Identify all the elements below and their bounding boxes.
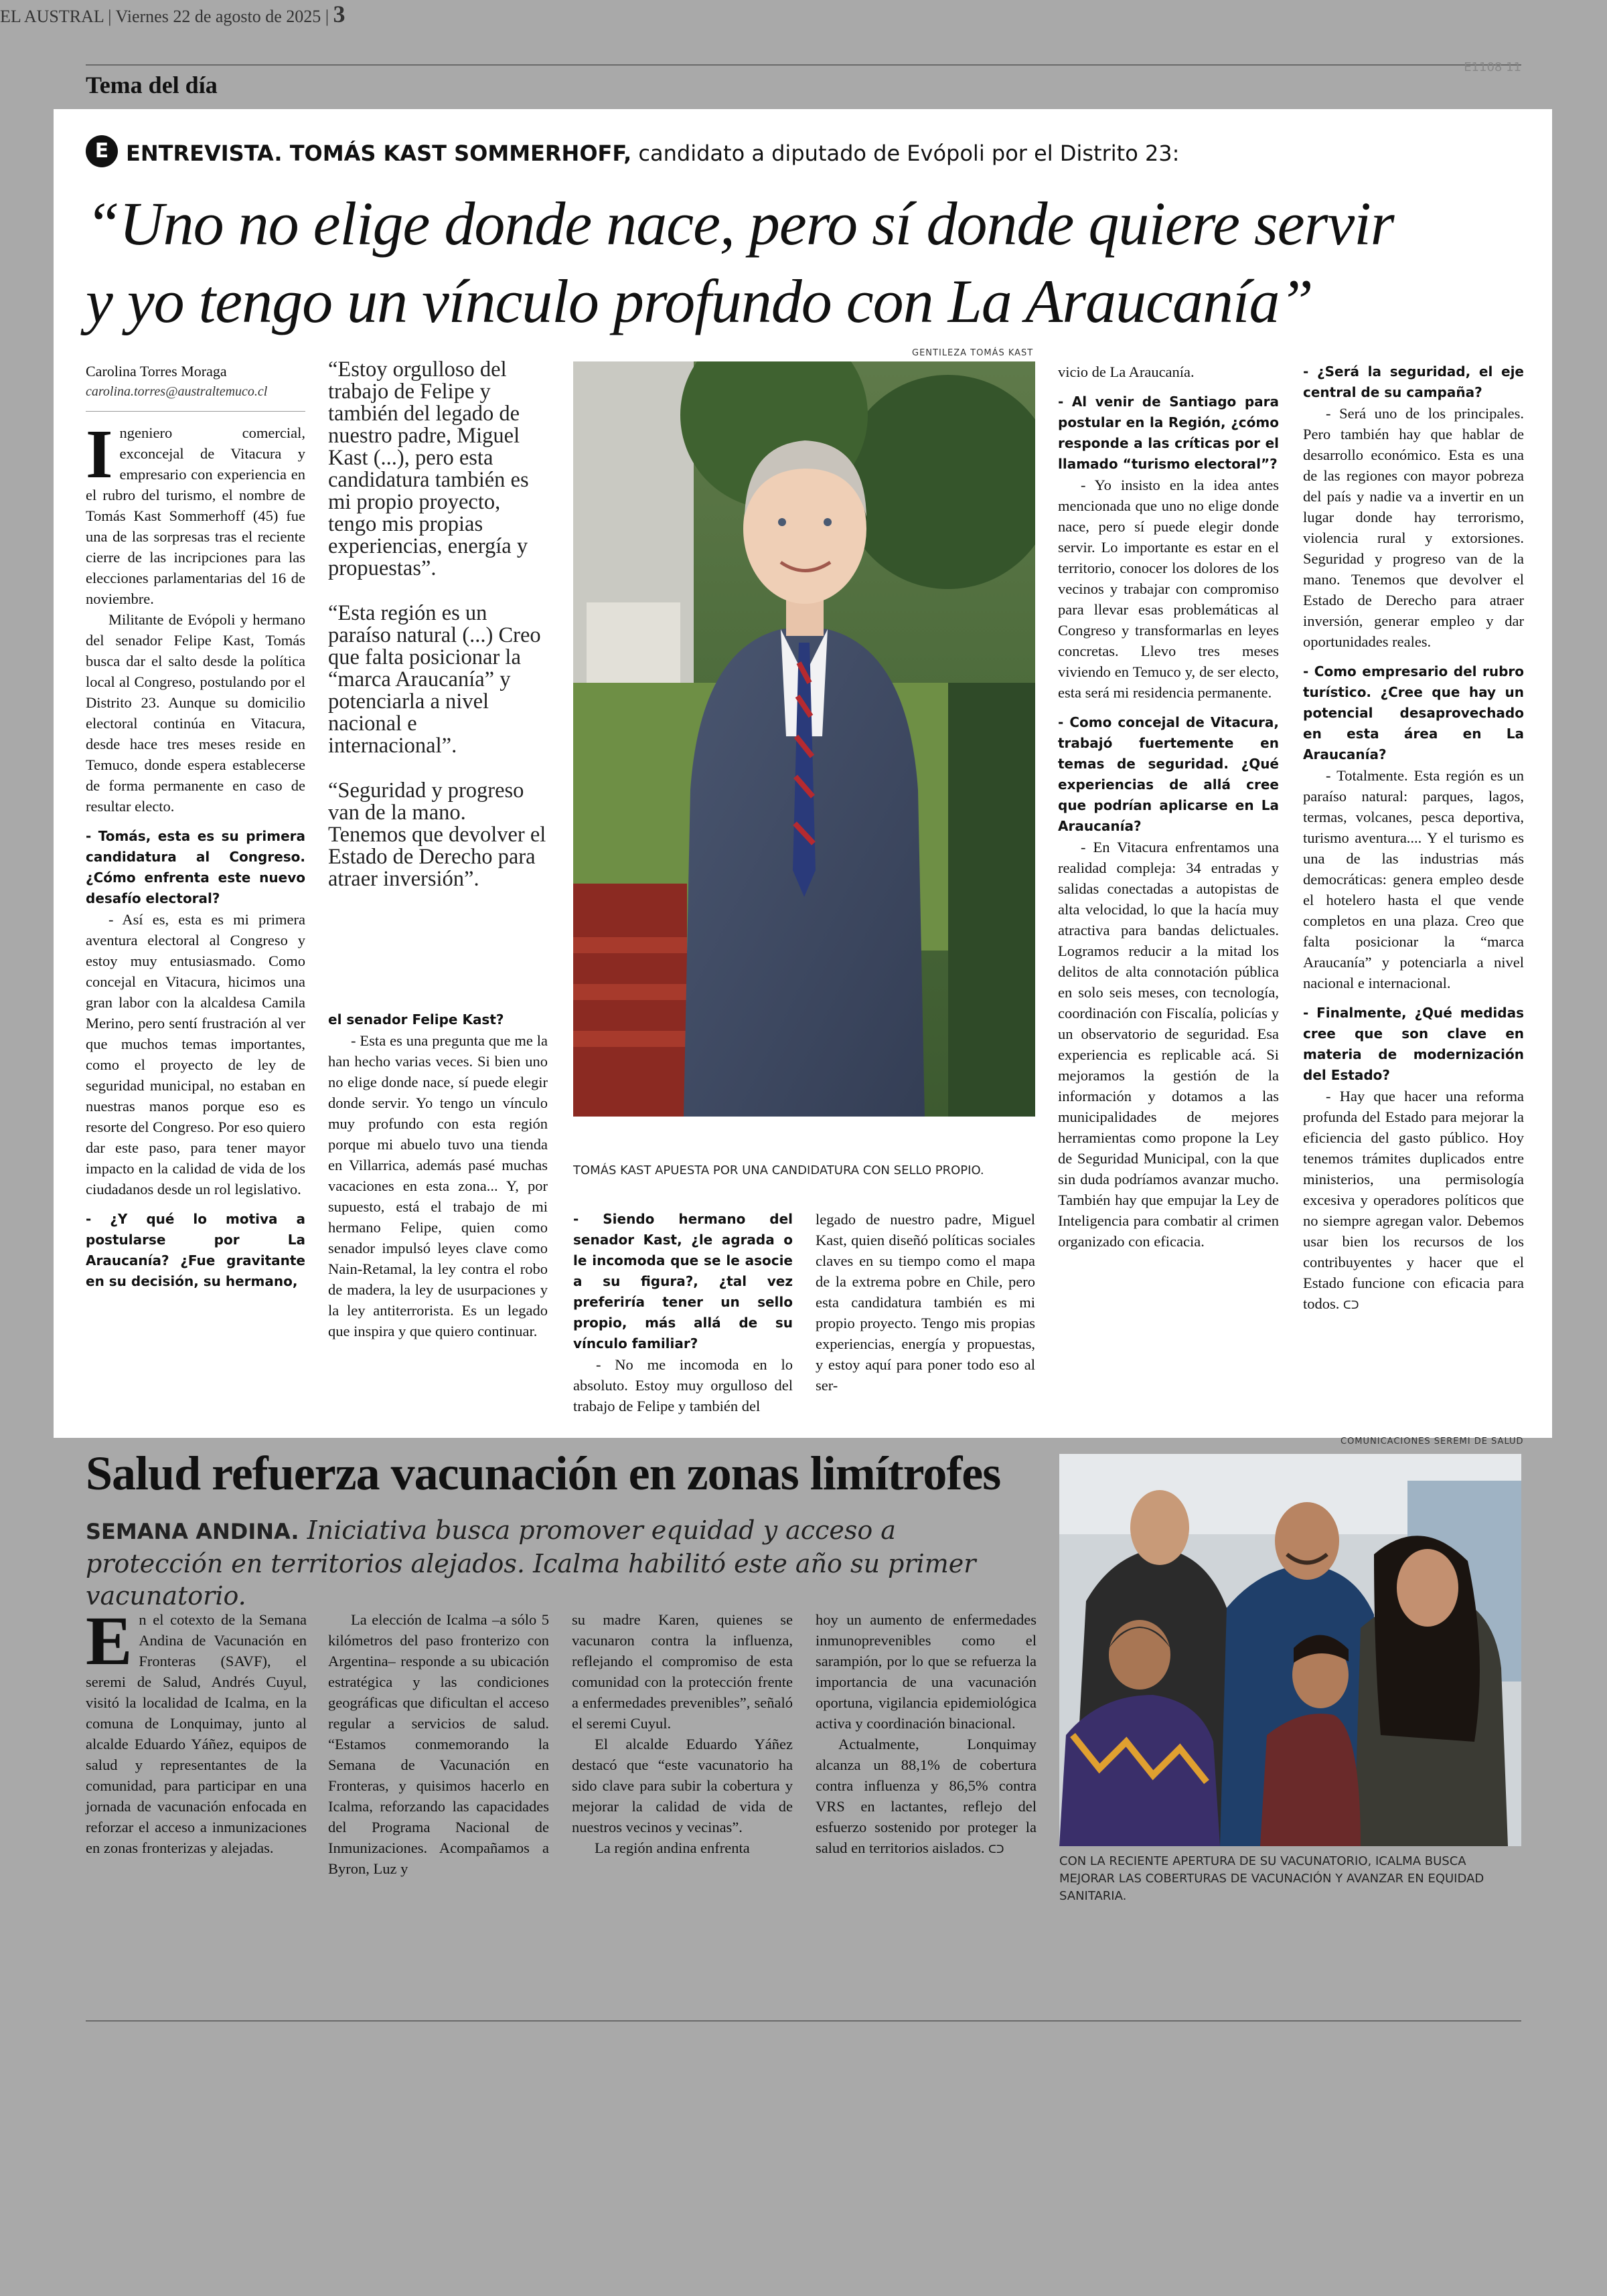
interview-column-4 (816, 1209, 1035, 1396)
article2-kicker-text: Iniciativa busca promover equidad y acceso a protección en territorios alejados. Icalma habilitó este año su primer vacunatorio. (86, 1515, 976, 1611)
paragraph: La región andina enfrenta (595, 1839, 750, 1856)
interview-column-2 (328, 1009, 548, 1341)
folio: EL AUSTRAL | Viernes 22 de agosto de 2025 | 3 (0, 1, 346, 27)
end-mark-icon: ᑕᑐ (1343, 1299, 1359, 1311)
question: - Como concejal de Vitacura, trabajó fuertemente en temas de seguridad. ¿Qué experiencias de allá cree que podrían aplicarse en La Araucanía? (1058, 714, 1279, 834)
section-label: Tema del día (86, 72, 218, 98)
page-stamp: E1108 11 (1464, 60, 1521, 74)
article2-kicker (86, 1514, 1037, 1612)
photo-credit: GENTILEZA TOMÁS KAST (912, 348, 1034, 358)
question: - Al venir de Santiago para postular en la Región, ¿cómo responde a las críticas por el llamado “turismo electoral”? (1058, 394, 1279, 472)
interview-kicker (126, 141, 1179, 166)
dropcap: E (86, 1603, 133, 1679)
article2-column-4 (816, 1609, 1037, 1860)
paragraph: La elección de Icalma –a sólo 5 kilómetros del paso fronterizo con Argentina– responde a su ubicación estratégica y las condiciones geográficas que dificultan el acceso regular a servicios de salud. “Estamos conmemorando la Semana de Vacunación en Fronteras, y quisimos hacerlo en Icalma, reforzando las capacidades del Programa Nacional de Inmunizaciones. Acompañamos a Byron, Luz y (328, 1611, 549, 1877)
headline-line-1: “Uno no elige donde nace, pero sí donde quiere servir (86, 189, 1394, 258)
interview-column-3 (573, 1209, 793, 1416)
answer: - Será uno de los principales. Pero también hay que hablar de desarrollo económico. Esta es una de las regiones con mayor pobreza del país y nadie va a invertir en un lugar donde hay terrorismo, violencia rural y extorsiones. Seguridad y progreso van de la mano. Tenemos que devolver el Estado de Derecho para atraer inversión, generar empleo y dar oportunidades reales. (1303, 405, 1524, 650)
answer: - Esta es una pregunta que me la han hecho varias veces. Si bien uno no elige donde nace, sí puede elegir donde servir. Yo tengo un vínculo muy profundo con esta región porque mi abuelo tuvo una tienda en Villarrica, además pasé muchas vacaciones en esta zona... Y, por supuesto, está el trabajo de mi hermano Felipe, quien como senador impulsó leyes clave como Nain-Retamal, la ley contra el robo de madera, la ley de usurpaciones y la ley antiterrorista. Es un legado que inspira y que quiero continuar. (328, 1032, 548, 1339)
question: - Como empresario del rubro turístico. ¿Cree que hay un potencial desaprovechado en esta área en La Araucanía? (1303, 663, 1524, 762)
question: - Tomás, esta es su primera candidatura al Congreso. ¿Cómo enfrenta este nuevo desafío electoral? (86, 828, 305, 906)
bottom-rule (86, 2020, 1521, 2022)
pullquote: “Esta región es un paraíso natural (...) Creo que falta posicionar la “marca Araucanía” y potenciarla a nivel nacional e internacional”. (328, 601, 541, 758)
article2-column-3 (572, 1609, 793, 1858)
article2-headline: Salud refuerza vacunación en zonas limítrofes (86, 1447, 1001, 1500)
interview-column-6 (1303, 361, 1524, 1315)
issue-date: Viernes 22 de agosto de 2025 (115, 7, 321, 26)
lead-paragraph: En el cotexto de la Semana Andina de Vacunación en Fronteras (SAVF), el seremi de Salud, Andrés Cuyul, visitó la localidad de Icalma, en la comuna de Lonquimay, junto al alcalde Eduardo Yáñez, equipos de salud y representantes de la comunidad, para participar en una jornada de vacunación enfocada en reforzar el acceso a inmunizaciones en zonas fronterizas y alejadas. (86, 1603, 307, 1856)
candidate-photo (573, 361, 1035, 1117)
article2-column-2 (328, 1609, 549, 1879)
end-mark-icon: ᑕᑐ (988, 1843, 1004, 1856)
interview-column-5 (1058, 361, 1279, 1252)
photo-caption: TOMÁS KAST APUESTA POR UNA CANDIDATURA CON SELLO PROPIO. (573, 1163, 984, 1177)
kicker-rest: candidato a diputado de Evópoli por el Distrito 23: (631, 141, 1180, 166)
article2-kicker-bold: SEMANA ANDINA. (86, 1519, 299, 1544)
page-number: 3 (333, 1, 346, 27)
kicker-bold: ENTREVISTA. TOMÁS KAST SOMMERHOFF, (126, 141, 632, 166)
answer: - No me incomoda en lo absoluto. Estoy muy orgulloso del trabajo de Felipe y también del (573, 1356, 793, 1414)
question: - ¿Será la seguridad, el eje central de su campaña? (1303, 363, 1524, 400)
answer: - Hay que hacer una reforma profunda del Estado para mejorar la eficiencia del gasto público. Hoy tenemos trámites duplicados entre ministerios, una permisología excesiva y operadores políticos que no siempre agregan valor. Debemos usar bien los recursos de los contribuyentes y hacer que el Estado funcione con eficacia para todos. ᑕᑐ (1303, 1088, 1524, 1312)
photo2-caption: CON LA RECIENTE APERTURA DE SU VACUNATORIO, ICALMA BUSCA MEJORAR LAS COBERTURAS DE VACUNACIÓN Y AVANZAR EN EQUIDAD SANITARIA. (1059, 1854, 1484, 1903)
interview-headline (86, 185, 1525, 340)
photo2-credit: COMUNICACIONES SEREMI DE SALUD (1341, 1437, 1524, 1447)
dropcap: I (86, 416, 113, 493)
pullquote: “Seguridad y progreso van de la mano. Tenemos que devolver el Estado de Derecho para atraer inversión”. (328, 778, 546, 891)
pullquote: “Estoy orgulloso del trabajo de Felipe y también del legado de nuestro padre, Miguel Kast (...), pero esta candidatura también es mi propio proyecto, tengo mis propias experiencias, energía y propuestas”. (328, 357, 529, 580)
interview-e-icon: E (86, 135, 118, 167)
answer: - En Vitacura enfrentamos una realidad compleja: 34 entradas y salidas conectadas a autopistas de alta velocidad, lo que la hacía muy atractiva para bandas delictuales. Logramos reducir a la mitad los delitos de alta connotación pública en solo seis meses, con tecnología, coordinación con Fiscalía, policías y un observatorio de seguridad. Esa experiencia es replicable acá. Si mejoramos la gestión de la información y dotamos a las municipalidades de mejores herramientas como propone la Ley de Seguridad Municipal, con la que sin duda podríamos avanzar mucho. También hay que empujar la Ley de Inteligencia para combatir al crimen organizado con eficacia. (1058, 839, 1279, 1250)
question: - Finalmente, ¿Qué medidas cree que son clave en materia de modernización del Estado? (1303, 1005, 1524, 1083)
question-continued: el senador Felipe Kast? (328, 1011, 504, 1028)
answer-continued: vicio de La Araucanía. (1058, 363, 1195, 380)
question: - Siendo hermano del senador Kast, ¿le agrada o le incomoda que se le asocie a su figura?, ¿tal vez preferiría tener un sello propio, más allá de su vínculo familiar? (573, 1211, 793, 1351)
answer: - Totalmente. Esta región es un paraíso natural: parques, lagos, termas, volcanes, pesca deportiva, turismo aventura.... Y el turismo es una de las industrias más democráticas: genera empleo desde el hotelero hasta el que vende completos en una plaza. Creo que falta posicionar la “marca Araucanía” y potenciarla a nivel nacional e internacional. (1303, 767, 1524, 991)
vaccination-photo (1059, 1454, 1521, 1846)
vaccination-photo-image (1059, 1454, 1521, 1846)
candidate-photo-image (573, 361, 1035, 1117)
lead-paragraph: Ingeniero comercial, exconcejal de Vitacura y empresario con experiencia en el rubro del turismo, el nombre de Tomás Kast Sommerhoff (45) fue una de las sorpresas tras el reciente cierre de las incripciones para las elecciones parlamentarias del 16 de noviembre. (86, 416, 305, 607)
pullquotes (328, 359, 549, 913)
paragraph: hoy un aumento de enfermedades inmunoprevenibles como el sarampión, por lo que se refuerza la importancia de una vacunación oportuna, vigilancia epidemiológica activa y coordinación binacional. (816, 1611, 1037, 1732)
newspaper-name: EL AUSTRAL (0, 7, 104, 26)
answer: - Así es, esta es mi primera aventura electoral al Congreso y estoy muy entusiasmado. Como concejal en Vitacura, hicimos una gran labor con la alcaldesa Camila Merino, pero sentí frustración al ver que muchos temas importantes, como el proyecto de ley de seguridad municipal, no estaban en nuestras manos porque eso es resorte del Congreso. Por eso quiero dar este paso, para tener mayor impacto en la calidad de vida de los ciudadanos desde un rol legislativo. (86, 911, 305, 1198)
answer: - Yo insisto en la idea antes mencionada que uno no elige donde nace, pero sí puede elegir donde servir. Lo importante es estar en el territorio, conocer los dolores de los vecinos y trabajar con compromiso para llevar esas problemáticas al Congreso y transformarlas en leyes concretas. Llevo tres meses viviendo en Temuco y, de ser electo, esta será mi residencia permanente. (1058, 477, 1279, 701)
question: - ¿Y qué lo motiva a postularse por La Araucanía? ¿Fue gravitante en su decisión, su hermano, (86, 1211, 305, 1289)
paragraph: Militante de Evópoli y hermano del senador Felipe Kast, Tomás busca dar el salto desde la política local al Congreso, postulando por el Distrito 23. Aunque su domicilio electoral continúa en Vitacura, desde hace tres meses reside en Temuco, donde espera establecerse de forma permanente en caso de resultar electo. (86, 611, 305, 815)
interview-column-1 (86, 361, 305, 1292)
answer-continued: legado de nuestro padre, Miguel Kast, quien diseñó políticas sociales claves en su tiempo como el mapa de la extrema pobre en Chile, pero esta candidatura también es mi propio proyecto. Tengo mis propias experiencias, energía y propuestas, y estoy aquí para poner todo eso al ser- (816, 1211, 1035, 1394)
article2-column-1 (86, 1603, 307, 1858)
paragraph: su madre Karen, quienes se vacunaron contra la influenza, reflejando el compromiso de esta comunidad con la protección frente a enfermedades prevenibles”, señaló el seremi Cuyul. (572, 1611, 793, 1732)
paragraph: El alcalde Eduardo Yáñez destacó que “este vacunatorio ha sido clave para subir la cobertura y mejorar la calidad de vida de nuestros vecinos y vecinas”. (572, 1736, 793, 1835)
paragraph: Actualmente, Lonquimay alcanza un 88,1% de cobertura contra influenza y 86,5% contra VRS en lactantes, reflejo del esfuerzo sostenido por proteger la salud en territorios aislados. ᑕᑐ (816, 1736, 1037, 1856)
headline-line-2: y yo tengo un vínculo profundo con La Araucanía” (86, 267, 1313, 335)
header-top-rule (86, 64, 1521, 66)
byline-divider (86, 411, 305, 412)
author-email[interactable]: carolina.torres@australtemuco.cl (86, 384, 268, 399)
author-name: Carolina Torres Moraga (86, 363, 227, 380)
